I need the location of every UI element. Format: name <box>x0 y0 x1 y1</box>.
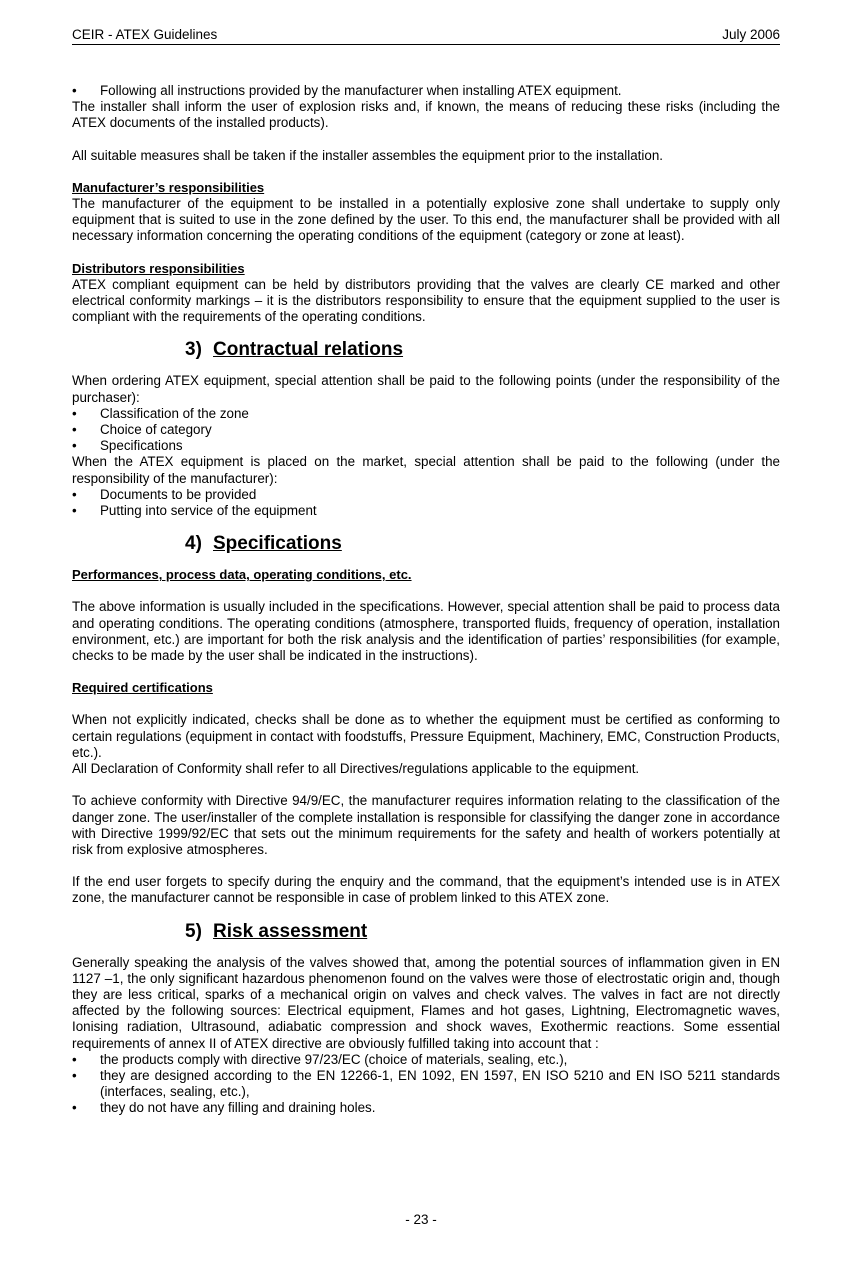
list-item: • Documents to be provided <box>72 486 257 502</box>
assembly-paragraph: All suitable measures shall be taken if the installer assembles the equipment prior to the installation. <box>72 147 663 163</box>
distributors-paragraph: ATEX compliant equipment can be held by distributors providing that the valves are clearly CE marked and other electrical conformity markings – it is the distributors responsibility to ensure that the equipment supplied to the user is compliant with the requirements of the operating conditions. <box>72 276 780 325</box>
end-user-paragraph: If the end user forgets to specify during the enquiry and the command, that the equipment’s intended use is in ATEX zone, the manufacturer cannot be responsible in case of problem linked to this ATEX zone. <box>72 874 780 906</box>
list-item: • Specifications <box>72 438 183 454</box>
list-item: • the products comply with directive 97/23/EC (choice of materials, sealing, etc.), <box>72 1051 568 1067</box>
manufacturer-list <box>72 487 780 519</box>
specifications-paragraph: The above information is usually included in the specifications. However, special attention shall be paid to process data and operating conditions. The operating conditions (atmosphere, transported fluids, frequency of operation, installation environment, etc.) are important for both the risk analysis and the identification of parties’ responsibilities (for example, checks to be made by the user shall be indicated in the instructions). <box>72 599 780 664</box>
section-4-heading <box>185 533 780 555</box>
page-number: - 23 - <box>405 1212 437 1227</box>
bullet-icon: • <box>72 438 77 454</box>
list-item: • Following all instructions provided by the manufacturer when installing ATEX equipment. <box>72 83 622 98</box>
header-title: CEIR - ATEX Guidelines <box>72 27 218 42</box>
section-3-heading <box>185 339 780 361</box>
manufacturer-heading: Manufacturer’s responsibilities <box>72 179 265 195</box>
list-item: • Choice of category <box>72 422 212 438</box>
manufacturer-paragraph: The manufacturer of the equipment to be installed in a potentially explosive zone shall undertake to supply only equipment that is suited to use in the zone defined by the user. To this end, the manufacturer shall be provided with all necessary information concerning the operating conditions of the equipment (category or zone at least). <box>72 196 780 244</box>
section-number: 4) <box>185 533 202 555</box>
conformity-paragraph: To achieve conformity with Directive 94/9/EC, the manufacturer requires information relating to the classification of the danger zone. The user/installer of the complete installation is responsible for classifying the danger zone in accordance with Directive 1999/92/EC that sets out the minimum requirements for the safety and health of workers potentially at risk from explosive atmospheres. <box>72 793 780 857</box>
section-number: 3) <box>185 339 202 361</box>
bullet-icon: • <box>72 1067 77 1083</box>
certification-paragraph: When not explicitly indicated, checks shall be done as to whether the equipment must be certified as conforming to certain regulations (equipment in contact with foodstuffs, Pressure Equipment, Machinery, EMC, Construction Products, etc.). <box>72 712 780 760</box>
header-date: July 2006 <box>722 27 780 42</box>
list-item: • they are designed according to the EN 12266-1, EN 1092, EN 1597, EN ISO 5210 and EN ISO 5211 standards (interfaces, sealing, etc.), <box>72 1067 780 1100</box>
ordering-paragraph: When ordering ATEX equipment, special attention shall be paid to the following points (under the responsibility of the purchaser): <box>72 373 780 405</box>
page-header <box>72 27 780 45</box>
performances-heading: Performances, process data, operating conditions, etc. <box>72 567 412 583</box>
intro-list <box>72 83 780 99</box>
list-item: • they do not have any filling and draining holes. <box>72 1100 376 1116</box>
bullet-icon: • <box>72 486 77 502</box>
section-number: 5) <box>185 920 202 942</box>
section-5-heading <box>185 921 780 943</box>
bullet-icon: • <box>72 1051 77 1067</box>
list-item: • Classification of the zone <box>72 405 249 421</box>
section-title: Contractual relations <box>213 339 404 361</box>
distributors-heading: Distributors responsibilities <box>72 260 245 276</box>
certifications-heading: Required certifications <box>72 680 213 696</box>
bullet-icon: • <box>72 503 77 519</box>
section-title: Specifications <box>213 533 342 555</box>
section-title: Risk assessment <box>213 920 368 942</box>
declaration-paragraph: All Declaration of Conformity shall refer to all Directives/regulations applicable to the equipment. <box>72 761 640 777</box>
market-paragraph: When the ATEX equipment is placed on the market, special attention shall be paid to the following (under the responsibility of the manufacturer): <box>72 454 780 486</box>
list-item: • Putting into service of the equipment <box>72 503 317 519</box>
bullet-icon: • <box>72 83 77 98</box>
page-content <box>72 83 780 1117</box>
purchaser-list <box>72 406 780 455</box>
risk-paragraph: Generally speaking the analysis of the valves showed that, among the potential sources of inflammation given in EN 1127 –1, the only significant hazardous phenomenon found on the valves were those of electrostatic origin and, though they are less critical, sparks of a mechanical origin on valves and check valves. The valves in fact are not directly affected by the following sources: Electrical equipment, Flames and hot gases, Lightning, Electromagnetic waves, Ionising radiation, Ultrasound, adiabatic compression and shock waves, Exothermic reactions. Some essential requirements of annex II of ATEX directive are obviously fulfilled taking into account that : <box>72 954 780 1051</box>
installer-paragraph: The installer shall inform the user of explosion risks and, if known, the means of reducing these risks (including the ATEX documents of the installed products). <box>72 99 780 131</box>
bullet-icon: • <box>72 1100 77 1116</box>
bullet-icon: • <box>72 422 77 438</box>
risk-list <box>72 1052 780 1117</box>
bullet-icon: • <box>72 405 77 421</box>
